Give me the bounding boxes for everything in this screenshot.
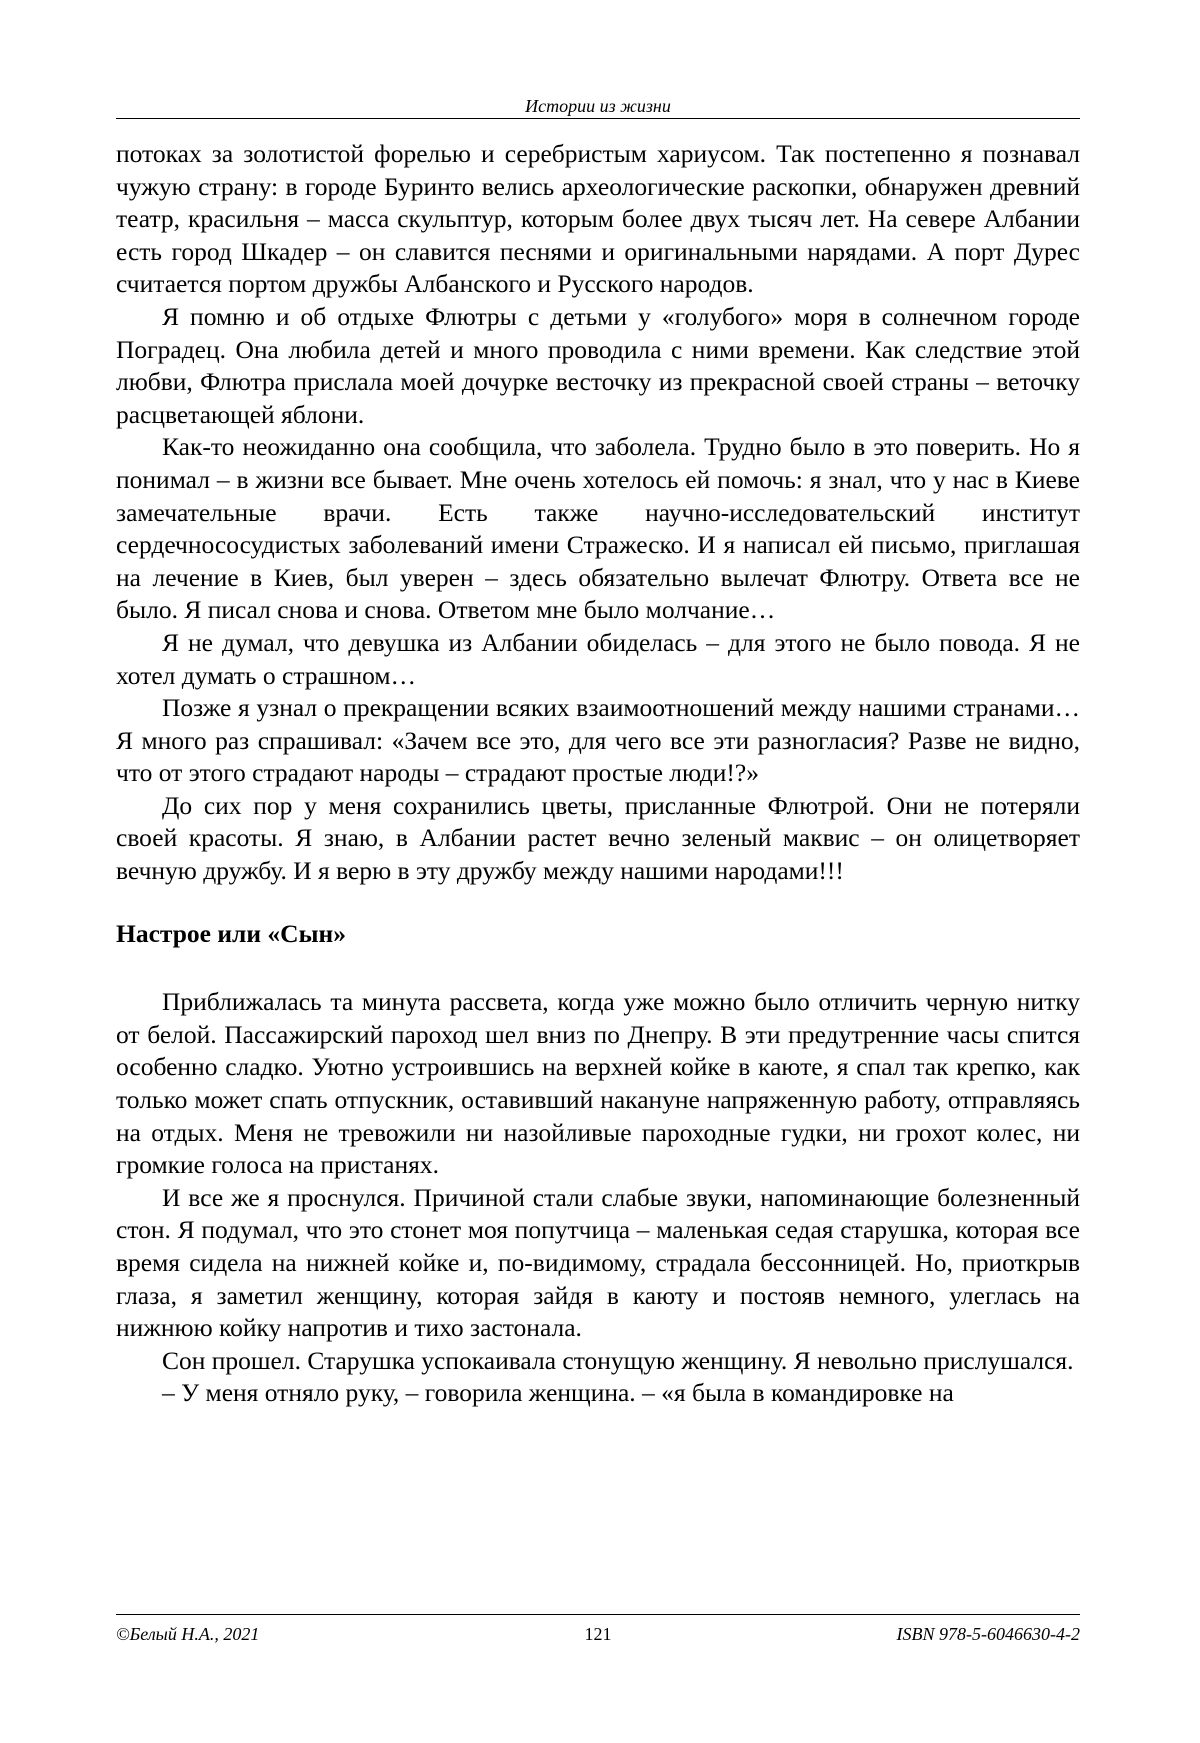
paragraph: Как-то неожиданно она сообщила, что заболела. Трудно было в это поверить. Но я понимал – в жизни все бывает. Мне очень хотелось ей помочь: я знал, что у нас в Киеве замечательные врачи. Есть также научно-исследовательский институт сердечнососудистых заболеваний имени Стражеско. И я написал ей письмо, приглашая на лечение в Киев, был уверен – здесь обязательно вылечат Флютру. Ответа все не было. Я писал снова и снова. Ответом мне было молчание… <box>116 432 1080 625</box>
header-rule <box>116 118 1080 119</box>
isbn-number: ISBN 978-5-6046630-4-2 <box>896 1624 1080 1644</box>
paragraph: Я помню и об отдыхе Флютры с детьми у «голубого» моря в солнечном городе Поградец. Она любила детей и много проводила с ними времени. Как следствие этой любви, Флютра прислала моей дочурке весточку из прекрасной своей страны – веточку расцветающей яблони. <box>116 301 1080 429</box>
paragraph: Приближалась та минута рассвета, когда уже можно было отличить черную нитку от белой. Пассажирский пароход шел вниз по Днепру. В эти предутренние часы спится особенно сладко. Уютно устроившись на верхней койке в каюте, я спал так крепко, как только может спать отпускник, оставивший накануне напряженную работу, отправляясь на отдых. Меня не тревожили ни назойливые пароходные гудки, ни грохот колес, ни громкие голоса на пристанях. <box>116 987 1080 1180</box>
paragraph-continued: потоках за золотистой форелью и серебристым хариусом. Так постепенно я познавал чужую страну: в городе Буринто велись археологические раскопки, обнаружен древний театр, красильня – масса скульптур, которым более двух тысяч лет. На севере Албании есть город Шкадер – он славится песнями и оригинальными нарядами. А порт Дурес считается портом дружбы Албанского и Русского народов. <box>116 139 1080 299</box>
paragraph: И все же я проснулся. Причиной стали слабые звуки, напоминающие болезненный стон. Я подумал, что это стонет моя попутчица – маленькая седая старушка, которая все время сидела на нижней койке и, по-видимому, страдала бессонницей. Но, приоткрыв глаза, я заметил женщину, которая зайдя в каюту и постояв немного, улеглась на нижнюю койку напротив и тихо застонала. <box>116 1182 1080 1343</box>
footer-rule <box>116 1614 1080 1615</box>
section-title: Настрое или «Сын» <box>116 918 346 948</box>
page-number: 121 <box>584 1624 612 1644</box>
running-header: Истории из жизни <box>525 96 671 116</box>
paragraph: – У меня отняло руку, – говорила женщина. – «я была в командировке на <box>162 1378 954 1408</box>
body-text <box>116 138 1080 1410</box>
copyright-notice: ©Белый Н.А., 2021 <box>116 1624 260 1644</box>
page-footer <box>116 1622 1080 1646</box>
paragraph: Я не думал, что девушка из Албании обиделась – для этого не было повода. Я не хотел думать о страшном… <box>116 627 1080 690</box>
paragraph: Сон прошел. Старушка успокаивала стонущую женщину. Я невольно прислушался. <box>162 1345 1074 1375</box>
paragraph: До сих пор у меня сохранились цветы, присланные Флютрой. Они не потеряли своей красоты. Я знаю, в Албании растет вечно зеленый маквис – он олицетворяет вечную дружбу. И я верю в эту дружбу между нашими народами!!! <box>116 790 1080 886</box>
paragraph: Позже я узнал о прекращении всяких взаимоотношений между нашими странами… Я много раз спрашивал: «Зачем все это, для чего все эти разногласия? Разве не видно, что от этого страдают народы – страдают простые люди!?» <box>116 693 1080 788</box>
